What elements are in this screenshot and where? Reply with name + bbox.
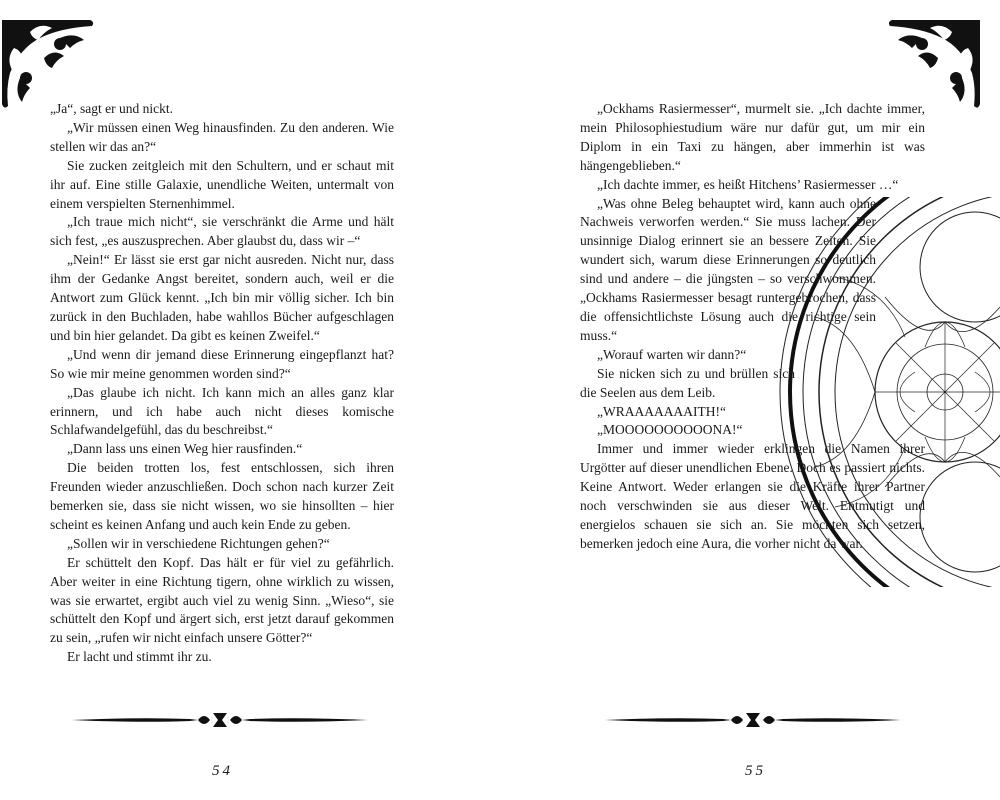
- corner-ornament-icon: [0, 18, 100, 110]
- paragraph: „Dann lass uns einen Weg hier rausfinden.“: [67, 441, 303, 457]
- page-number: 55: [745, 763, 766, 779]
- corner-ornament-icon: [882, 18, 982, 110]
- page-number: 54: [212, 763, 233, 779]
- paragraph: Immer und immer wieder erklingen die Namen ihrer Urgötter auf dieser unendlichen Ebene. Doch es passiert nichts. Keine Antwort. Weder erlangen sie die Kräfte ihrer Partner noch verschwinden sie aus dieser Welt. Entmutigt und energielos schauen sie sich an. Sie möchten sich setzen, bemerken jedoch eine Aura, die vorher nicht da war.: [580, 441, 925, 551]
- paragraph: „Ockhams Rasiermesser“, murmelt sie. „Ich dachte immer, mein Philosophiestudium wäre nur dafür gut, um mir ein Diplom in ein Taxi zu hängen, aber immerhin ist was hängengeblieben.“: [580, 101, 925, 173]
- paragraph: „Nein!“ Er lässt sie erst gar nicht ausreden. Nicht nur, dass ihm der Gedanke Angst bereitet, sondern auch, weil er die Antwort zum Glück kennt. „Ich bin mir völlig sicher. Ich bin zurück in den Buchladen, habe wahllos Bücher aufgeschlagen und bin hier gelandet. Da gibt es keinen Zweifel.“: [50, 252, 394, 343]
- paragraph: Sie zucken zeitgleich mit den Schultern, und er schaut mit ihr auf. Eine stille Galaxie, unendliche Weiten, untermalt von einem verspielten Sternenhimmel.: [50, 157, 394, 211]
- paragraph: „Das glaube ich nicht. Ich kann mich an alles ganz klar erinnern, und ich habe auch nicht dieses komische Schlafwandelgefühl, das du beschreibst.“: [50, 384, 394, 438]
- paragraph: „WRAAAAAAAITH!“: [597, 403, 726, 419]
- paragraph: „MOOOOOOOOOONA!“: [597, 422, 743, 438]
- wrapped-text-block: [580, 195, 876, 441]
- paragraph: „Ja“, sagt er und nickt.: [50, 101, 173, 116]
- paragraph: Er schüttelt den Kopf. Das hält er für viel zu gefährlich. Aber weiter in eine Richtung tigern, ohne wirklich zu wissen, was sie erwartet, ergibt auch viel zu wenig Sinn. „Wieso“, sie schüttelt den Kopf und ärgert sich, erst jetzt darauf gekommen zu sein, „rufen wir nicht einfach unsere Götter?“: [50, 554, 394, 646]
- paragraph: „Wir müssen einen Weg hinausfinden. Zu den anderen. Wie stellen wir das an?“: [50, 119, 394, 154]
- paragraph: „Und wenn dir jemand diese Erinnerung eingepflanzt hat? So wie mir meine genommen worden sind?“: [50, 346, 394, 381]
- paragraph: Sie nicken sich zu und brüllen sich die Seelen aus dem Leib.: [580, 365, 795, 400]
- paragraph: Er lacht und stimmt ihr zu.: [67, 649, 212, 665]
- right-page-body: [580, 100, 925, 554]
- paragraph: „Was ohne Beleg behauptet wird, kann auch ohne Nachweis verworfen werden.“ Sie muss lachen. Der unsinnige Dialog erinnert sie an bessere Zeiten. Sie wundert sich, warum diese Erinnerungen so deutlich sind und andere – die jüngsten – so verschwommen. „Ockhams Rasiermesser besagt runtergebrochen, dass die offensichtlichste Lösung auch die richtige sein muss.“: [580, 195, 876, 343]
- paragraph: „Ich traue mich nicht“, sie verschränkt die Arme und hält sich fest, „es auszusprechen. Aber glaubst du, dass wir –“: [50, 214, 394, 249]
- paragraph: „Worauf warten wir dann?“: [597, 346, 747, 362]
- paragraph: „Sollen wir in verschiedene Richtungen gehen?“: [67, 535, 330, 551]
- left-page-body: [50, 100, 394, 667]
- paragraph: Die beiden trotten los, fest entschlossen, sich ihren Freunden wieder anzuschließen. Doch schon nach kurzer Zeit bemerken sie, dass sie nicht wissen, wo sie hinsollten – hier scheint es keinen Anfang und auch kein Ende zu geben.: [50, 460, 394, 532]
- paragraph: „Ich dachte immer, es heißt Hitchens’ Rasiermesser …“: [597, 176, 899, 192]
- divider-flourish-icon: [603, 708, 903, 732]
- divider-flourish-icon: [70, 708, 370, 732]
